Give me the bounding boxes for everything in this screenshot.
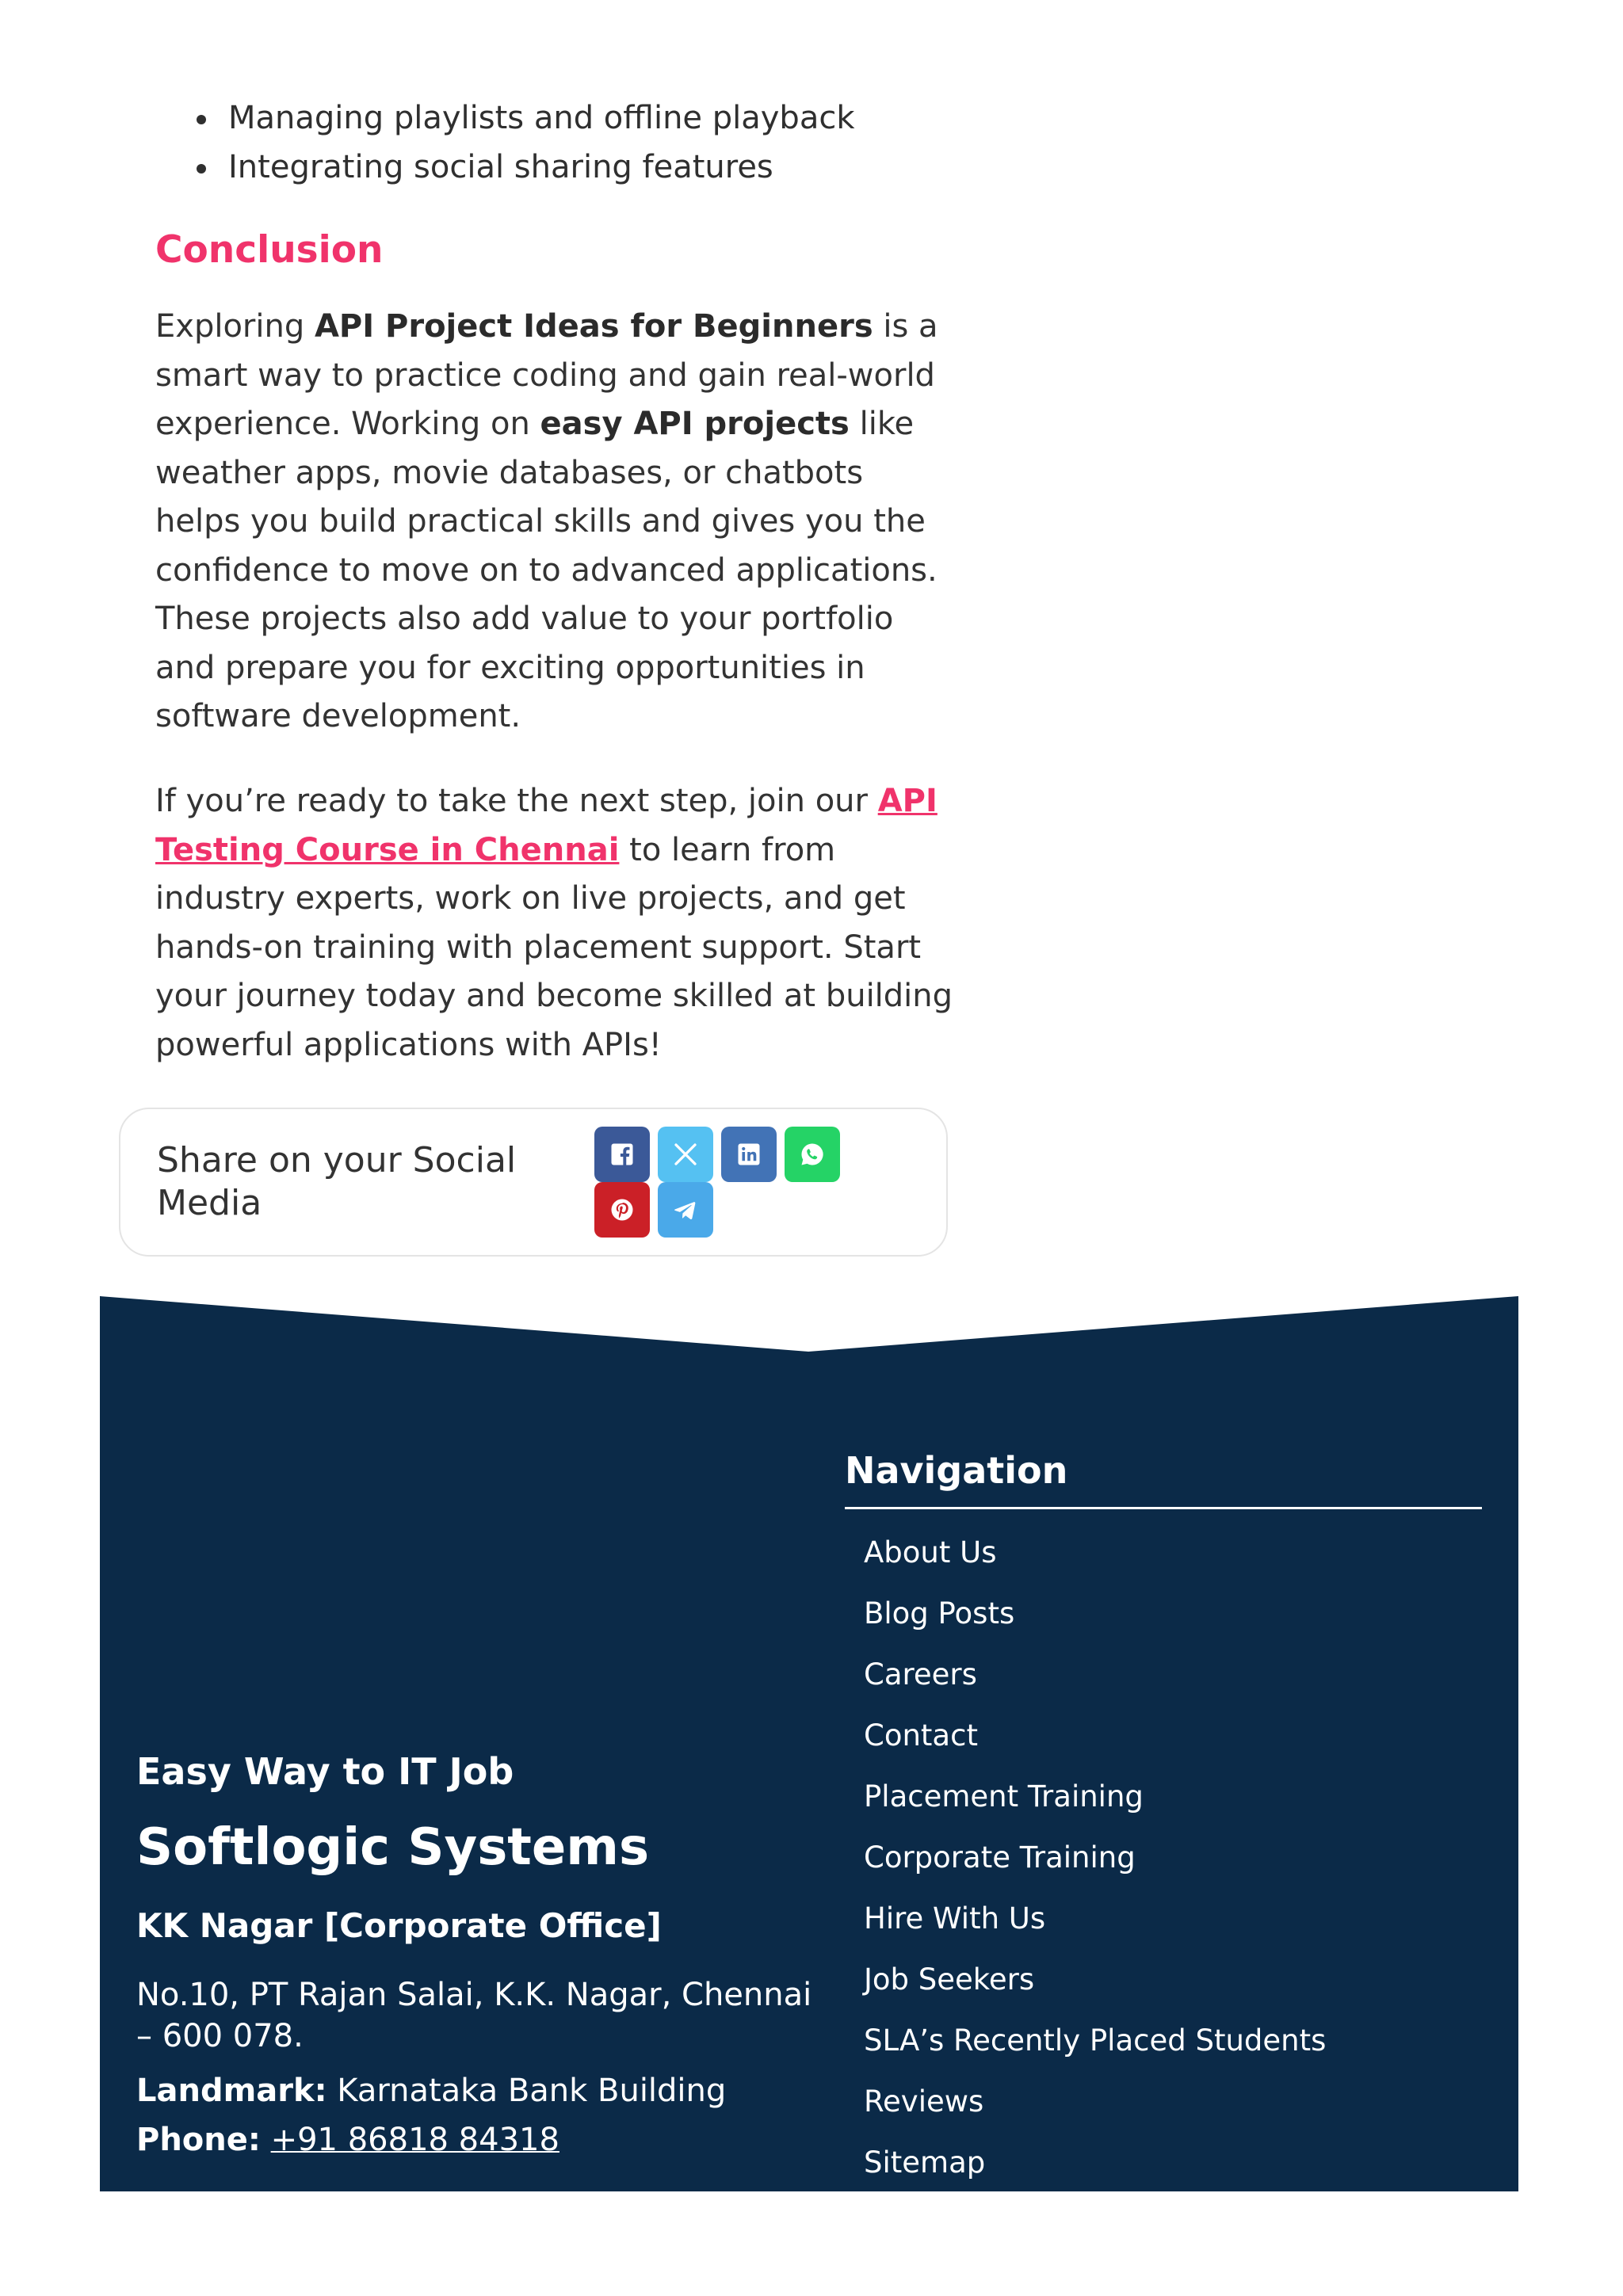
x-twitter-icon: [671, 1140, 700, 1169]
feature-bullet-list: [73, 93, 855, 192]
telegram-icon: [671, 1196, 700, 1224]
whatsapp-icon: [798, 1140, 827, 1169]
share-telegram-button[interactable]: [658, 1182, 713, 1238]
phone-link[interactable]: +91 86818 84318: [270, 2122, 559, 2158]
api-testing-course-link[interactable]: API Testing Course in Chennai: [155, 783, 938, 868]
nav-link-reviews[interactable]: Reviews: [864, 2084, 984, 2119]
share-x-button[interactable]: [658, 1127, 713, 1182]
share-facebook-button[interactable]: [594, 1127, 650, 1182]
social-share-box: [119, 1108, 948, 1257]
share-pinterest-button[interactable]: [594, 1182, 650, 1238]
footer-navigation: [845, 1447, 1482, 2193]
footer-brand-name: Softlogic Systems: [136, 1818, 650, 1877]
facebook-icon: [608, 1140, 636, 1169]
share-whatsapp-button[interactable]: [785, 1127, 840, 1182]
office-address: No.10, PT Rajan Salai, K.K. Nagar, Chennai – 600 078.: [136, 1977, 812, 2054]
list-item: Managing playlists and offline playback: [228, 93, 855, 143]
bold-text: API Project Ideas for Beginners: [314, 308, 873, 345]
nav-link-hire-with-us[interactable]: Hire With Us: [864, 1901, 1046, 1936]
share-linkedin-button[interactable]: [721, 1127, 777, 1182]
bold-text: easy API projects: [540, 406, 850, 442]
footer-company-info: [136, 1748, 818, 2164]
nav-link-corporate-training[interactable]: Corporate Training: [864, 1840, 1136, 1875]
conclusion-heading: Conclusion: [155, 228, 384, 272]
landmark-line: Landmark: Karnataka Bank Building: [136, 2073, 727, 2109]
office-heading: KK Nagar [Corporate Office]: [136, 1906, 662, 1945]
conclusion-paragraph: Exploring API Project Ideas for Beginners is a smart way to practice coding and gain real-world experience. Working on easy API projects like weather apps, movie databases, or chatbots helps you build practical skills and gives you the confidence to move on to advanced applications. These projects also add value to your portfolio and prepare you for exciting opportunities in software development.: [155, 308, 938, 734]
linkedin-icon: [735, 1140, 763, 1169]
navigation-heading: Navigation: [845, 1447, 1482, 1509]
share-label: Share on your Social Media: [157, 1140, 517, 1223]
site-footer: [100, 1296, 1518, 2191]
pinterest-icon: [608, 1196, 636, 1224]
nav-link-careers[interactable]: Careers: [864, 1657, 977, 1691]
nav-link-blog-posts[interactable]: Blog Posts: [864, 1596, 1015, 1630]
list-item: Integrating social sharing features: [228, 143, 855, 192]
nav-link-placement-training[interactable]: Placement Training: [864, 1779, 1144, 1814]
phone-line: Phone: +91 86818 84318: [136, 2122, 559, 2158]
nav-link-job-seekers[interactable]: Job Seekers: [864, 1962, 1035, 1997]
call-to-action-paragraph: If you’re ready to take the next step, join our API Testing Course in Chennai to learn from industry experts, work on live projects, and get hands-on training with placement support. Start your journey today and become skilled at building powerful applications with APIs!: [155, 783, 953, 1063]
nav-link-sitemap[interactable]: Sitemap: [864, 2145, 986, 2180]
nav-link-contact[interactable]: Contact: [864, 1718, 978, 1753]
footer-tagline: Easy Way to IT Job: [136, 1750, 514, 1793]
nav-link-placed-students[interactable]: SLA’s Recently Placed Students: [864, 2023, 1327, 2058]
nav-link-about-us[interactable]: About Us: [864, 1535, 997, 1569]
